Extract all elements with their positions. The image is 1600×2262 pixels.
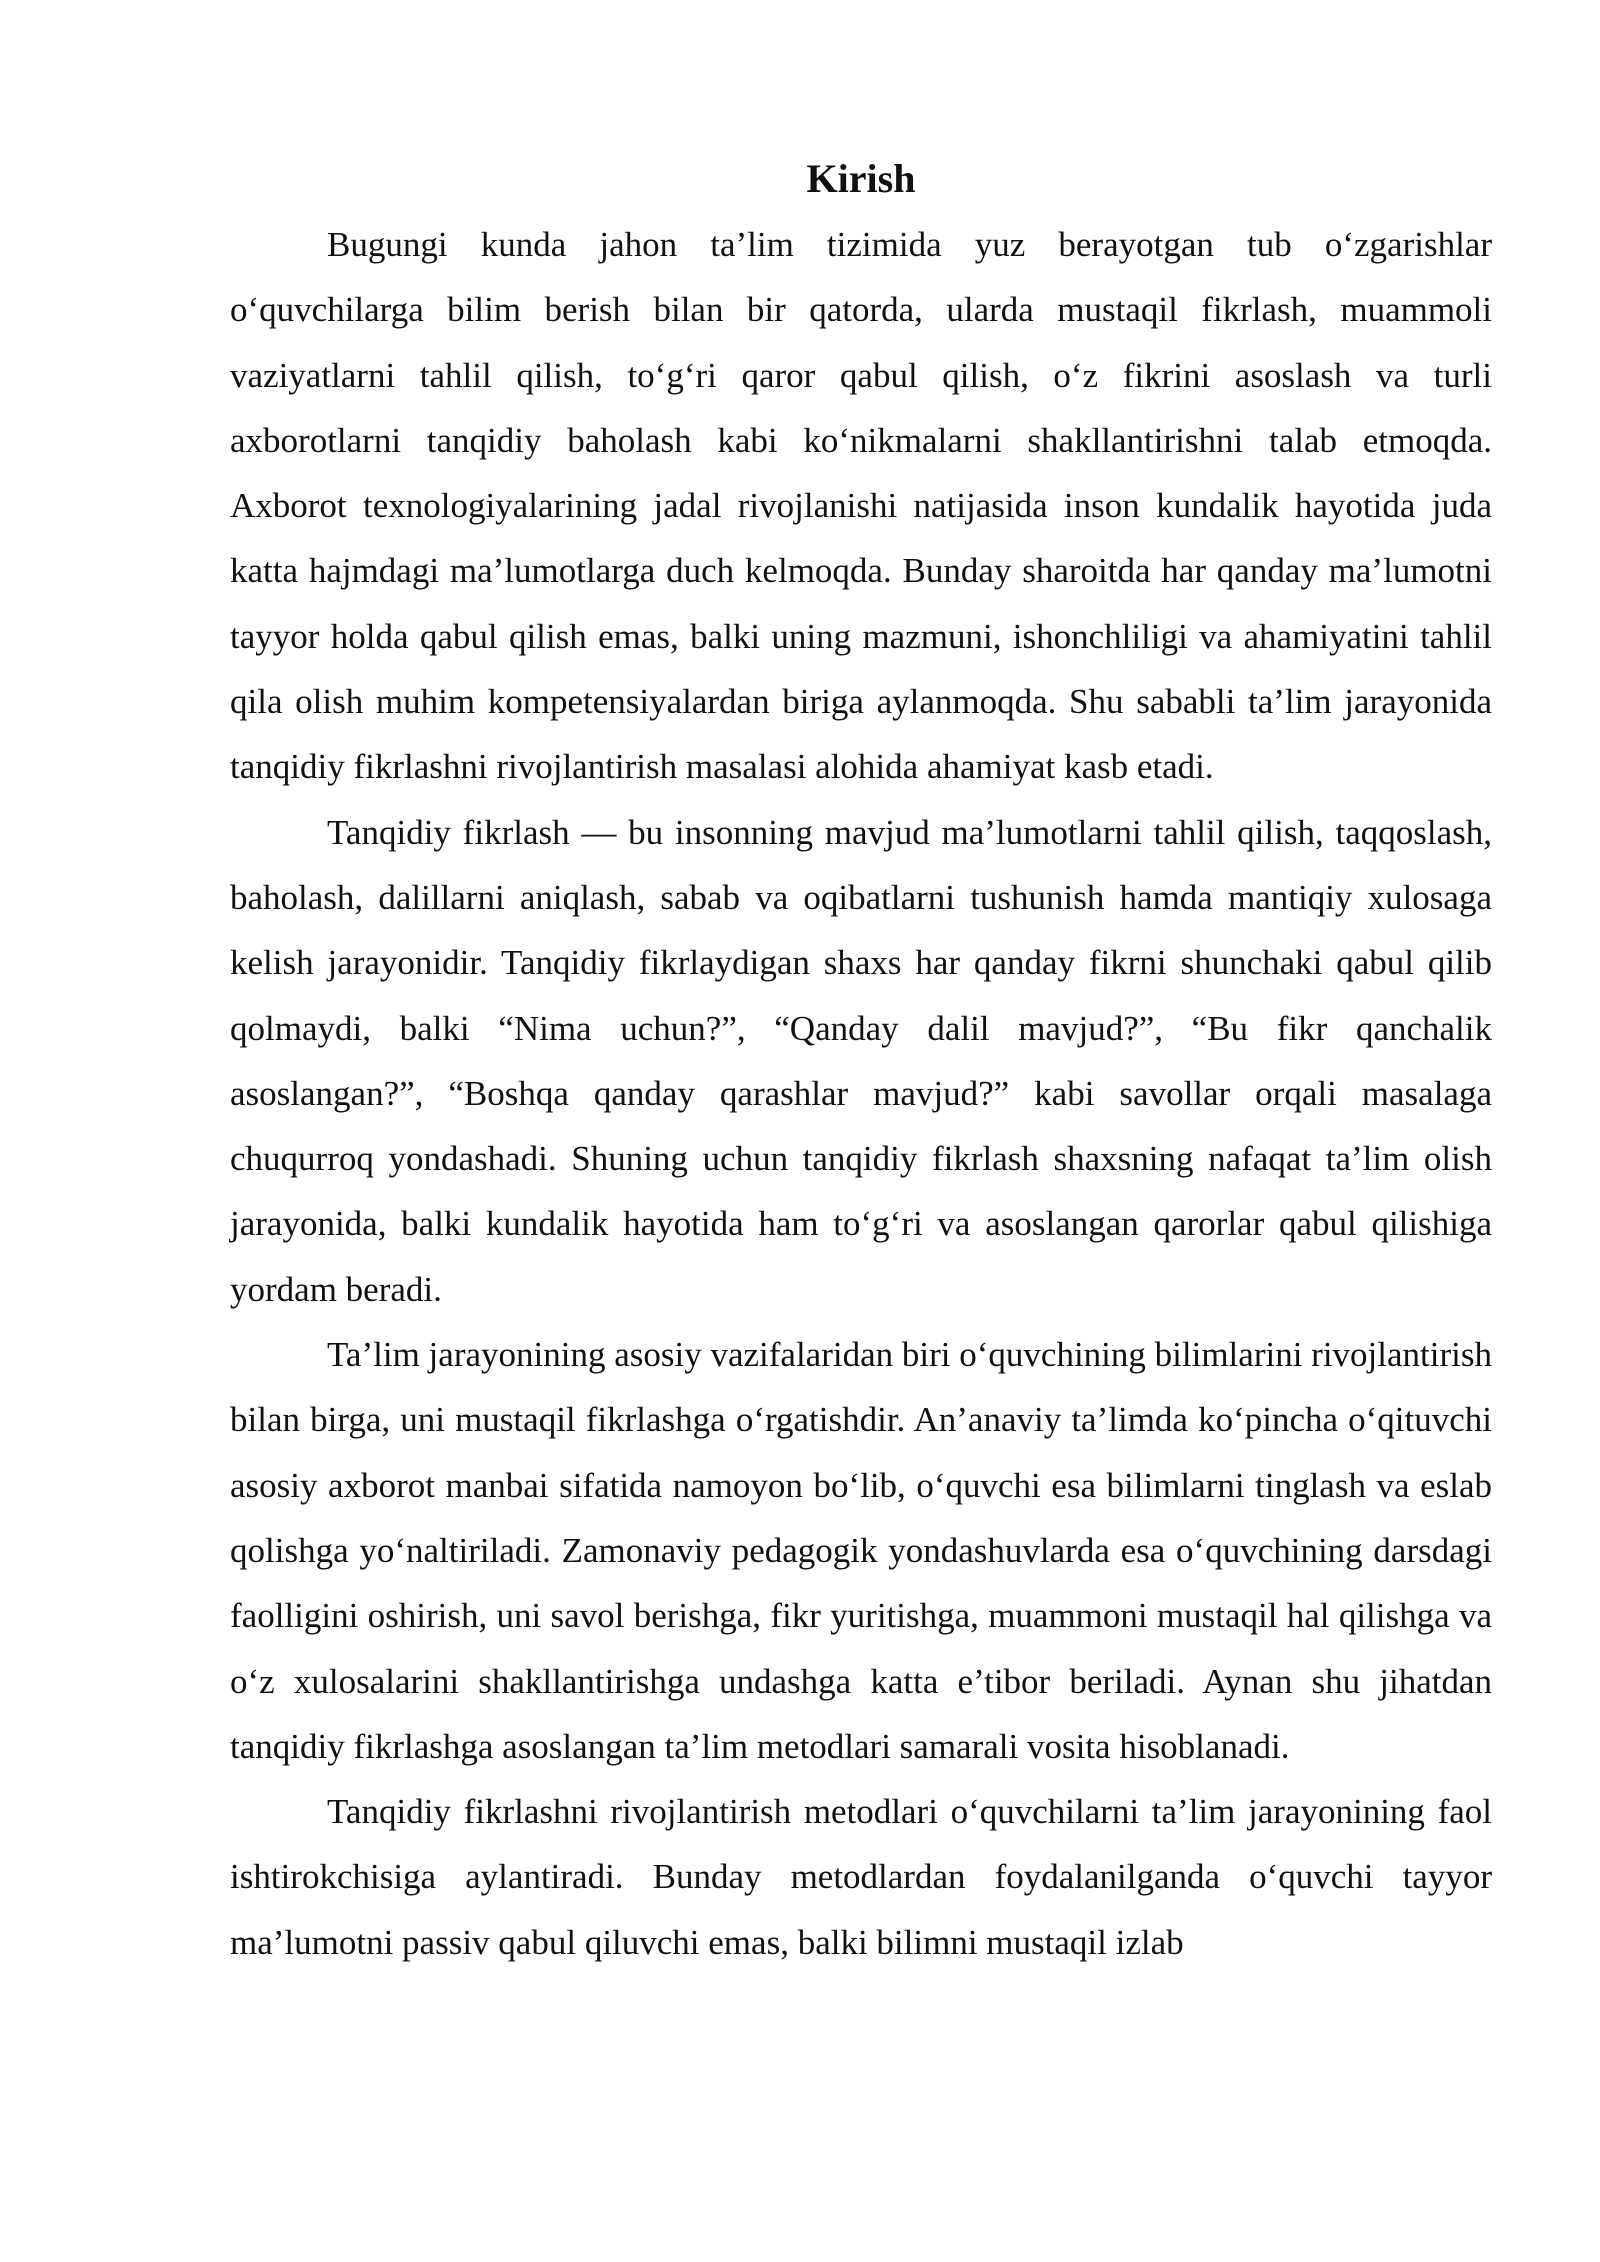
paragraph-3: Ta’lim jarayonining asosiy vazifalaridan biri o‘quvchining bilimlarini rivojlantirish bilan birga, uni mustaqil fikrlashga o‘rgatishdir. An’anaviy ta’limda ko‘pincha o‘qituvchi asosiy axborot manbai sifatida namoyon bo‘lib, o‘quvchi esa bilimlarni tinglash va eslab qolishga yo‘naltiriladi. Zamonaviy pedagogik yondashuvlarda esa o‘quvchining darsdagi faolligini oshirish, uni savol berishga, fikr yuritishga, muammoni mustaqil hal qilishga va o‘z xulosalarini shakllantirishga undashga katta e’tibor beriladi. Aynan shu jihatdan tanqidiy fikrlashga asoslangan ta’lim metodlari samarali vosita hisoblanadi.	[230, 1335, 1492, 1766]
paragraph-2: Tanqidiy fikrlash — bu insonning mavjud ma’lumotlarni tahlil qilish, taqqoslash, baholash, dalillarni aniqlash, sabab va oqibatlarni tushunish hamda mantiqiy xulosaga kelish jarayonidir. Tanqidiy fikrlaydigan shaxs har qanday fikrni shunchaki qabul qilib qolmaydi, balki “Nima uchun?”, “Qanday dalil mavjud?”, “Bu fikr qanchalik asoslangan?”, “Boshqa qanday qarashlar mavjud?” kabi savollar orqali masalaga chuqurroq yondashadi. Shuning uchun tanqidiy fikrlash shaxsning nafaqat ta’lim olish jarayonida, balki kundalik hayotida ham to‘g‘ri va asoslangan qarorlar qabul qilishiga yordam beradi.	[230, 812, 1492, 1309]
page-title: Kirish	[806, 156, 916, 201]
document-body	[230, 146, 1492, 1975]
paragraph-4: Tanqidiy fikrlashni rivojlantirish metodlari o‘quvchilarni ta’lim jarayonining faol ishtirokchisiga aylantiradi. Bunday metodlardan foydalanilganda o‘quvchi tayyor ma’lumotni passiv qabul qiluvchi emas, balki bilimni mustaqil izlab	[230, 1792, 1492, 1962]
paragraph-1: Bugungi kunda jahon ta’lim tizimida yuz berayotgan tub o‘zgarishlar o‘quvchilarga bilim berish bilan bir qatorda, ularda mustaqil fikrlash, muammoli vaziyatlarni tahlil qilish, to‘g‘ri qaror qabul qilish, o‘z fikrini asoslash va turli axborotlarni tanqidiy baholash kabi ko‘nikmalarni shakllantirishni talab etmoqda. Axborot texnologiyalarining jadal rivojlanishi natijasida inson kundalik hayotida juda katta hajmdagi ma’lumotlarga duch kelmoqda. Bunday sharoitda har qanday ma’lumotni tayyor holda qabul qilish emas, balki uning mazmuni, ishonchliligi va ahamiyatini tahlil qila olish muhim kompetensiyalardan biriga aylanmoqda. Shu sababli ta’lim jarayonida tanqidiy fikrlashni rivojlantirish masalasi alohida ahamiyat kasb etadi.	[230, 225, 1492, 787]
